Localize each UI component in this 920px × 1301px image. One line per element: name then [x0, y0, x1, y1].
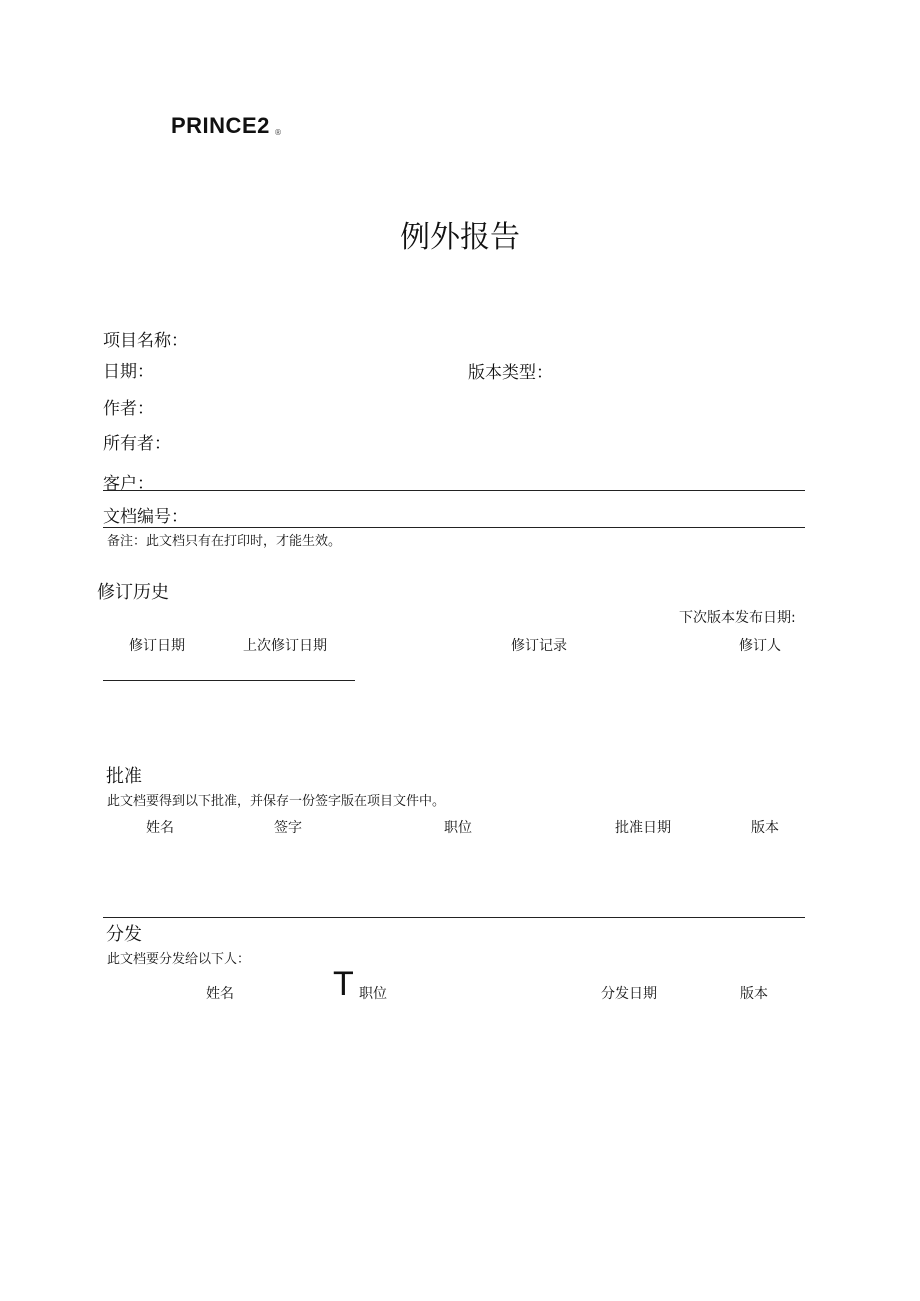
- field-client: 客户：: [103, 474, 154, 494]
- distribution-title: 分发: [106, 924, 142, 945]
- logo-text: PRINCE2: [171, 113, 270, 138]
- print-validity-note: 备注：此文档只有在打印时，才能生效。: [107, 534, 342, 549]
- field-date: 日期：: [103, 362, 154, 382]
- col-approval-name: 姓名: [146, 820, 174, 836]
- col-reviser: 修订人: [739, 638, 781, 654]
- field-author: 作者：: [103, 399, 154, 419]
- registered-mark: ®: [274, 128, 282, 137]
- stray-t-mark: T: [333, 965, 354, 1003]
- divider-approval: [103, 917, 805, 918]
- approval-description: 此文档要得到以下批准，并保存一份签字版在项目文件中。: [107, 794, 446, 809]
- field-doc-number: 文档编号：: [103, 507, 188, 527]
- divider-doc-number: [103, 527, 805, 528]
- col-revision-date: 修订日期: [129, 638, 185, 654]
- document-title: 例外报告: [400, 220, 520, 255]
- divider-client: [103, 490, 805, 491]
- col-approval-version: 版本: [751, 820, 779, 836]
- distribution-description: 此文档要分发给以下人：: [107, 952, 251, 967]
- col-distribution-version: 版本: [740, 986, 768, 1002]
- revision-row-line: [103, 680, 355, 681]
- field-version-type: 版本类型：: [468, 363, 553, 383]
- revision-history-title: 修订历史: [97, 582, 169, 603]
- col-distribution-position: 职位: [359, 986, 387, 1002]
- col-revision-record: 修订记录: [511, 638, 567, 654]
- approval-title: 批准: [106, 766, 142, 787]
- col-approval-date: 批准日期: [615, 820, 671, 836]
- col-distribution-name: 姓名: [206, 986, 234, 1002]
- field-owner: 所有者：: [103, 434, 171, 454]
- field-project-name: 项目名称：: [103, 331, 188, 351]
- next-release-date-label: 下次版本发布日期:: [679, 610, 796, 626]
- col-approval-position: 职位: [444, 820, 472, 836]
- col-distribution-date: 分发日期: [601, 986, 657, 1002]
- col-approval-signature: 签字: [274, 820, 302, 836]
- col-previous-revision-date: 上次修订日期: [243, 638, 327, 654]
